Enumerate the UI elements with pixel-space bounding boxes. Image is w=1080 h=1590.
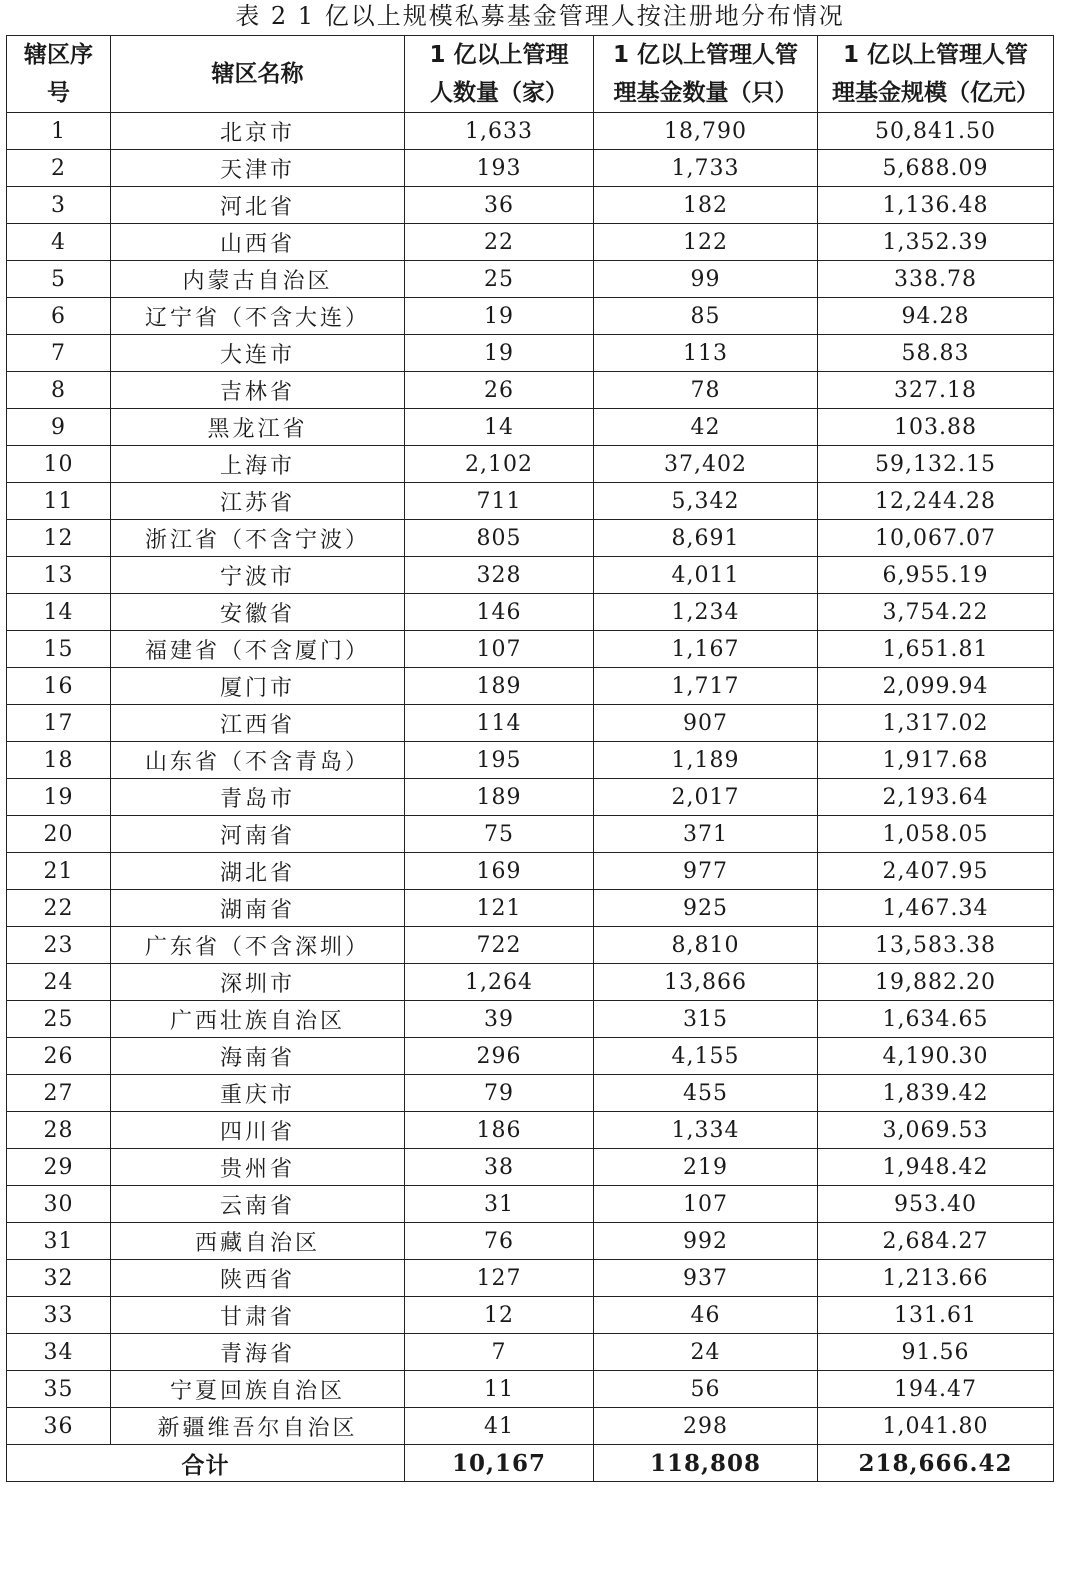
cell-seq: 27 (7, 1075, 111, 1112)
table-row (7, 372, 1054, 409)
cell-fund-scale: 13,583.38 (818, 927, 1054, 964)
cell-manager-count: 38 (405, 1149, 594, 1186)
cell-seq: 12 (7, 520, 111, 557)
table-row (7, 742, 1054, 779)
cell-region-name: 河南省 (111, 816, 405, 853)
cell-seq: 2 (7, 150, 111, 187)
cell-fund-count: 5,342 (594, 483, 818, 520)
cell-fund-scale: 50,841.50 (818, 113, 1054, 150)
cell-seq: 34 (7, 1334, 111, 1371)
cell-fund-scale: 1,651.81 (818, 631, 1054, 668)
cell-region-name: 江苏省 (111, 483, 405, 520)
cell-fund-count: 315 (594, 1001, 818, 1038)
cell-fund-count: 1,189 (594, 742, 818, 779)
cell-fund-scale: 1,058.05 (818, 816, 1054, 853)
cell-seq: 3 (7, 187, 111, 224)
cell-region-name: 青海省 (111, 1334, 405, 1371)
cell-fund-count: 78 (594, 372, 818, 409)
table-row (7, 1371, 1054, 1408)
table-row (7, 779, 1054, 816)
cell-fund-scale: 10,067.07 (818, 520, 1054, 557)
cell-fund-scale: 2,684.27 (818, 1223, 1054, 1260)
cell-fund-scale: 1,317.02 (818, 705, 1054, 742)
table-row (7, 1038, 1054, 1075)
cell-seq: 4 (7, 224, 111, 261)
cell-fund-count: 1,717 (594, 668, 818, 705)
cell-manager-count: 19 (405, 298, 594, 335)
cell-region-name: 新疆维吾尔自治区 (111, 1408, 405, 1445)
table-row (7, 1260, 1054, 1297)
cell-seq: 28 (7, 1112, 111, 1149)
cell-region-name: 宁夏回族自治区 (111, 1371, 405, 1408)
cell-fund-count: 925 (594, 890, 818, 927)
cell-manager-count: 31 (405, 1186, 594, 1223)
cell-fund-scale: 12,244.28 (818, 483, 1054, 520)
cell-fund-scale: 4,190.30 (818, 1038, 1054, 1075)
table-header (7, 36, 1054, 113)
table-row (7, 1334, 1054, 1371)
cell-fund-scale: 19,882.20 (818, 964, 1054, 1001)
table-row (7, 150, 1054, 187)
table-row (7, 335, 1054, 372)
cell-fund-count: 219 (594, 1149, 818, 1186)
table-row (7, 668, 1054, 705)
cell-region-name: 天津市 (111, 150, 405, 187)
cell-seq: 33 (7, 1297, 111, 1334)
cell-fund-scale: 6,955.19 (818, 557, 1054, 594)
cell-region-name: 重庆市 (111, 1075, 405, 1112)
cell-seq: 15 (7, 631, 111, 668)
header-funds (594, 36, 818, 113)
cell-region-name: 吉林省 (111, 372, 405, 409)
cell-manager-count: 75 (405, 816, 594, 853)
cell-seq: 30 (7, 1186, 111, 1223)
cell-region-name: 辽宁省（不含大连） (111, 298, 405, 335)
cell-fund-count: 42 (594, 409, 818, 446)
cell-region-name: 安徽省 (111, 594, 405, 631)
table-row (7, 964, 1054, 1001)
cell-fund-count: 907 (594, 705, 818, 742)
cell-region-name: 内蒙古自治区 (111, 261, 405, 298)
cell-manager-count: 107 (405, 631, 594, 668)
cell-region-name: 西藏自治区 (111, 1223, 405, 1260)
cell-region-name: 上海市 (111, 446, 405, 483)
cell-region-name: 湖南省 (111, 890, 405, 927)
table-footer (7, 1445, 1054, 1482)
table-row (7, 1223, 1054, 1260)
table-row (7, 520, 1054, 557)
header-count (405, 36, 594, 113)
cell-manager-count: 805 (405, 520, 594, 557)
header-row (7, 36, 1054, 113)
cell-seq: 17 (7, 705, 111, 742)
cell-region-name: 福建省（不含厦门） (111, 631, 405, 668)
table-row (7, 594, 1054, 631)
cell-fund-count: 4,155 (594, 1038, 818, 1075)
cell-fund-scale: 1,839.42 (818, 1075, 1054, 1112)
cell-manager-count: 79 (405, 1075, 594, 1112)
table-row (7, 409, 1054, 446)
cell-fund-scale: 2,099.94 (818, 668, 1054, 705)
header-name (111, 36, 405, 113)
cell-seq: 25 (7, 1001, 111, 1038)
cell-seq: 1 (7, 113, 111, 150)
cell-region-name: 广东省（不含深圳） (111, 927, 405, 964)
cell-manager-count: 22 (405, 224, 594, 261)
cell-fund-scale: 194.47 (818, 1371, 1054, 1408)
cell-seq: 22 (7, 890, 111, 927)
cell-region-name: 宁波市 (111, 557, 405, 594)
cell-fund-scale: 103.88 (818, 409, 1054, 446)
cell-fund-scale: 2,193.64 (818, 779, 1054, 816)
cell-region-name: 江西省 (111, 705, 405, 742)
cell-fund-count: 182 (594, 187, 818, 224)
cell-seq: 31 (7, 1223, 111, 1260)
cell-manager-count: 722 (405, 927, 594, 964)
table-row (7, 1149, 1054, 1186)
cell-region-name: 深圳市 (111, 964, 405, 1001)
cell-manager-count: 2,102 (405, 446, 594, 483)
header-funds-line-1: 1 亿以上管理人管 (612, 42, 798, 68)
cell-fund-scale: 131.61 (818, 1297, 1054, 1334)
cell-fund-scale: 58.83 (818, 335, 1054, 372)
total-row (7, 1445, 1054, 1482)
cell-seq: 35 (7, 1371, 111, 1408)
cell-seq: 13 (7, 557, 111, 594)
table-row (7, 890, 1054, 927)
cell-seq: 36 (7, 1408, 111, 1445)
cell-fund-count: 46 (594, 1297, 818, 1334)
table-row (7, 1186, 1054, 1223)
table-row (7, 1112, 1054, 1149)
cell-manager-count: 14 (405, 409, 594, 446)
table-caption: 表 2 1 亿以上规模私募基金管理人按注册地分布情况 (235, 2, 845, 30)
cell-region-name: 海南省 (111, 1038, 405, 1075)
table-row (7, 1075, 1054, 1112)
table-row (7, 816, 1054, 853)
cell-fund-scale: 1,213.66 (818, 1260, 1054, 1297)
cell-fund-scale: 59,132.15 (818, 446, 1054, 483)
cell-fund-scale: 3,754.22 (818, 594, 1054, 631)
cell-seq: 10 (7, 446, 111, 483)
cell-fund-scale: 94.28 (818, 298, 1054, 335)
cell-manager-count: 76 (405, 1223, 594, 1260)
cell-fund-count: 4,011 (594, 557, 818, 594)
cell-fund-count: 107 (594, 1186, 818, 1223)
cell-seq: 6 (7, 298, 111, 335)
cell-seq: 23 (7, 927, 111, 964)
cell-seq: 18 (7, 742, 111, 779)
table-row (7, 224, 1054, 261)
cell-fund-scale: 1,634.65 (818, 1001, 1054, 1038)
cell-fund-count: 37,402 (594, 446, 818, 483)
cell-fund-scale: 1,467.34 (818, 890, 1054, 927)
cell-seq: 16 (7, 668, 111, 705)
cell-region-name: 贵州省 (111, 1149, 405, 1186)
cell-manager-count: 195 (405, 742, 594, 779)
cell-seq: 24 (7, 964, 111, 1001)
table-row (7, 705, 1054, 742)
cell-fund-scale: 3,069.53 (818, 1112, 1054, 1149)
cell-fund-scale: 1,041.80 (818, 1408, 1054, 1445)
cell-manager-count: 186 (405, 1112, 594, 1149)
table-row (7, 853, 1054, 890)
cell-manager-count: 121 (405, 890, 594, 927)
cell-region-name: 湖北省 (111, 853, 405, 890)
table-row (7, 1297, 1054, 1334)
cell-manager-count: 146 (405, 594, 594, 631)
cell-region-name: 黑龙江省 (111, 409, 405, 446)
cell-seq: 20 (7, 816, 111, 853)
cell-fund-count: 8,810 (594, 927, 818, 964)
cell-fund-count: 1,167 (594, 631, 818, 668)
cell-seq: 26 (7, 1038, 111, 1075)
cell-manager-count: 328 (405, 557, 594, 594)
cell-fund-count: 1,234 (594, 594, 818, 631)
total-label: 合计 (7, 1445, 405, 1482)
cell-manager-count: 296 (405, 1038, 594, 1075)
cell-seq: 14 (7, 594, 111, 631)
table-row (7, 483, 1054, 520)
header-name-line-1: 辖区名称 (211, 61, 304, 87)
table-row (7, 1408, 1054, 1445)
cell-fund-scale: 953.40 (818, 1186, 1054, 1223)
header-seq-line-2: 号 (47, 80, 70, 106)
header-scale (818, 36, 1054, 113)
cell-seq: 29 (7, 1149, 111, 1186)
cell-manager-count: 7 (405, 1334, 594, 1371)
cell-fund-count: 1,334 (594, 1112, 818, 1149)
cell-fund-count: 13,866 (594, 964, 818, 1001)
cell-fund-count: 937 (594, 1260, 818, 1297)
cell-fund-scale: 91.56 (818, 1334, 1054, 1371)
table-row (7, 557, 1054, 594)
cell-fund-count: 56 (594, 1371, 818, 1408)
cell-seq: 11 (7, 483, 111, 520)
cell-region-name: 山西省 (111, 224, 405, 261)
cell-region-name: 广西壮族自治区 (111, 1001, 405, 1038)
cell-fund-scale: 338.78 (818, 261, 1054, 298)
header-scale-line-1: 1 亿以上管理人管 (842, 42, 1028, 68)
cell-seq: 19 (7, 779, 111, 816)
cell-fund-count: 298 (594, 1408, 818, 1445)
cell-region-name: 青岛市 (111, 779, 405, 816)
cell-manager-count: 189 (405, 668, 594, 705)
cell-fund-scale: 1,948.42 (818, 1149, 1054, 1186)
table-row (7, 927, 1054, 964)
cell-manager-count: 19 (405, 335, 594, 372)
cell-fund-scale: 5,688.09 (818, 150, 1054, 187)
table-row (7, 261, 1054, 298)
cell-manager-count: 169 (405, 853, 594, 890)
cell-region-name: 河北省 (111, 187, 405, 224)
cell-fund-scale: 327.18 (818, 372, 1054, 409)
cell-fund-scale: 1,352.39 (818, 224, 1054, 261)
cell-fund-count: 8,691 (594, 520, 818, 557)
cell-fund-scale: 2,407.95 (818, 853, 1054, 890)
cell-manager-count: 1,264 (405, 964, 594, 1001)
total-count: 10,167 (405, 1445, 594, 1482)
cell-manager-count: 39 (405, 1001, 594, 1038)
cell-seq: 8 (7, 372, 111, 409)
cell-fund-count: 85 (594, 298, 818, 335)
cell-manager-count: 189 (405, 779, 594, 816)
cell-seq: 9 (7, 409, 111, 446)
cell-manager-count: 12 (405, 1297, 594, 1334)
cell-fund-count: 18,790 (594, 113, 818, 150)
table-row (7, 113, 1054, 150)
table-row (7, 446, 1054, 483)
header-seq-line-1: 辖区序 (24, 42, 93, 68)
cell-region-name: 四川省 (111, 1112, 405, 1149)
cell-manager-count: 711 (405, 483, 594, 520)
cell-fund-count: 99 (594, 261, 818, 298)
cell-manager-count: 193 (405, 150, 594, 187)
cell-fund-count: 2,017 (594, 779, 818, 816)
cell-fund-count: 113 (594, 335, 818, 372)
cell-manager-count: 25 (405, 261, 594, 298)
header-count-line-1: 1 亿以上管理 (429, 42, 569, 68)
cell-region-name: 厦门市 (111, 668, 405, 705)
cell-fund-count: 24 (594, 1334, 818, 1371)
cell-manager-count: 127 (405, 1260, 594, 1297)
cell-fund-count: 122 (594, 224, 818, 261)
cell-region-name: 浙江省（不含宁波） (111, 520, 405, 557)
table-body (7, 113, 1054, 1445)
cell-fund-count: 1,733 (594, 150, 818, 187)
cell-seq: 7 (7, 335, 111, 372)
cell-fund-count: 977 (594, 853, 818, 890)
header-count-line-2: 人数量（家） (430, 80, 568, 106)
registration-distribution-table (6, 35, 1054, 1482)
cell-manager-count: 26 (405, 372, 594, 409)
cell-fund-scale: 1,136.48 (818, 187, 1054, 224)
cell-region-name: 山东省（不含青岛） (111, 742, 405, 779)
cell-fund-count: 455 (594, 1075, 818, 1112)
total-funds: 118,808 (594, 1445, 818, 1482)
table-row (7, 187, 1054, 224)
cell-fund-count: 992 (594, 1223, 818, 1260)
cell-manager-count: 41 (405, 1408, 594, 1445)
cell-seq: 32 (7, 1260, 111, 1297)
cell-manager-count: 114 (405, 705, 594, 742)
cell-region-name: 大连市 (111, 335, 405, 372)
cell-region-name: 陕西省 (111, 1260, 405, 1297)
header-scale-line-2: 理基金规模（亿元） (832, 80, 1039, 106)
cell-manager-count: 1,633 (405, 113, 594, 150)
cell-region-name: 甘肃省 (111, 1297, 405, 1334)
total-scale: 218,666.42 (818, 1445, 1054, 1482)
cell-seq: 21 (7, 853, 111, 890)
cell-region-name: 云南省 (111, 1186, 405, 1223)
table-row (7, 1001, 1054, 1038)
table-row (7, 298, 1054, 335)
table-row (7, 631, 1054, 668)
header-funds-line-2: 理基金数量（只） (613, 80, 798, 106)
cell-region-name: 北京市 (111, 113, 405, 150)
cell-manager-count: 11 (405, 1371, 594, 1408)
cell-fund-count: 371 (594, 816, 818, 853)
cell-seq: 5 (7, 261, 111, 298)
cell-manager-count: 36 (405, 187, 594, 224)
header-seq (7, 36, 111, 113)
cell-fund-scale: 1,917.68 (818, 742, 1054, 779)
